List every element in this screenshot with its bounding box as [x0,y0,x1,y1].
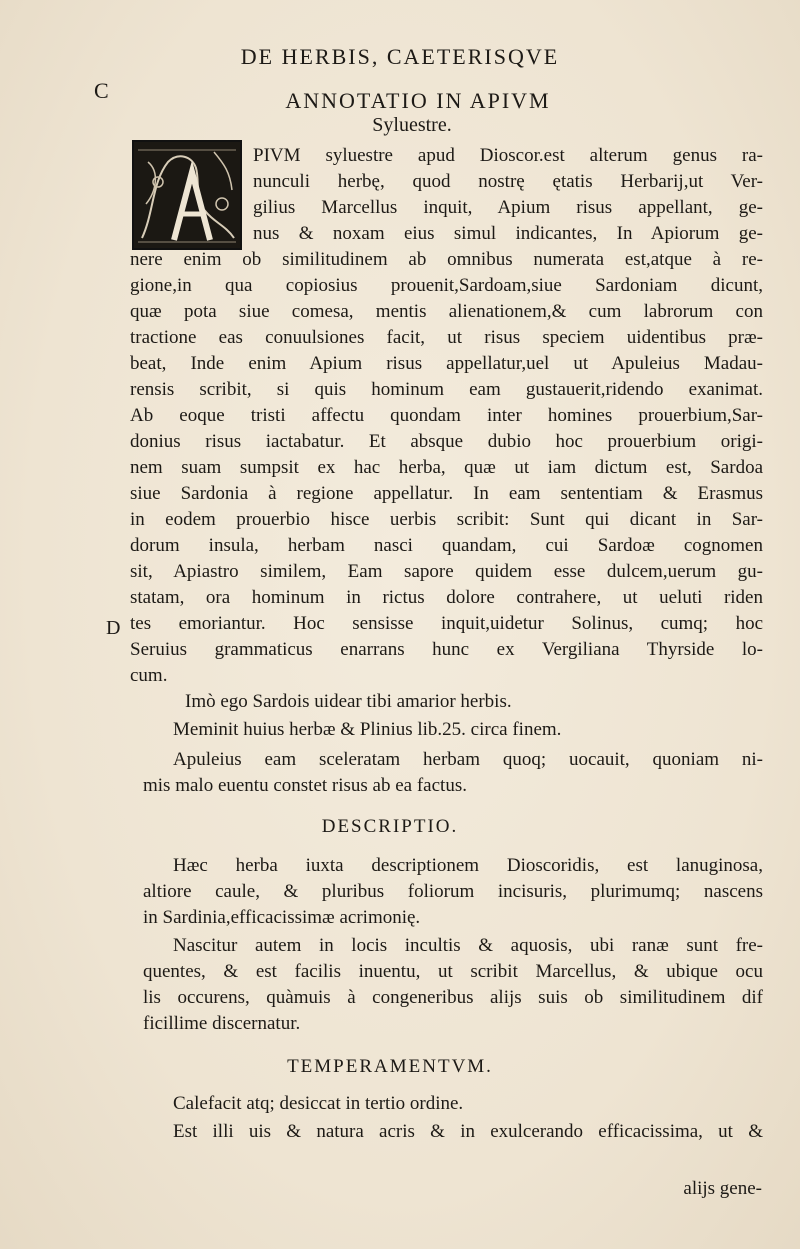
text-line: lis occurens, quàmuis à congeneribus alijs suis ob similitudinem dif [143,987,763,1008]
text-line: Calefacit atq; desiccat in tertio ordine. [173,1093,464,1114]
running-head: DE HERBIS, CAETERISQVE [240,44,560,69]
text-line: altiore caule, & pluribus foliorum incisuris, plurimumq; nascens [143,881,763,902]
section-title: ANNOTATIO IN APIVM [285,88,551,113]
text-line: cum. [130,665,168,686]
text-line: dorum insula, herbam nasci quandam, cui Sardoæ cognomen [130,535,763,556]
text-line: mis malo euentu constet risus ab ea factus. [143,775,467,796]
text-line: Ab eoque tristi affectu quondam inter homines prouerbium,Sar- [130,405,763,426]
text-line: quæ pota siue comesa, mentis alienationem,& cum labrorum con [130,301,763,322]
decorated-initial-a [132,140,242,250]
text-line: Imò ego Sardois uidear tibi amarior herbis. [185,691,512,712]
text-line: nem suam sumpsit ex hac herba, quæ ut iam dictum est, Sardoa [130,457,763,478]
text-line: in eodem prouerbio hisce uerbis scribit: Sunt qui dicant in Sar- [130,509,763,530]
text-line: gilius Marcellus inquit, Apium risus appellant, ge- [253,197,763,218]
text-line: siue Sardonia à regione appellatur. In eam sententiam & Erasmus [130,483,763,504]
text-line: tes emoriantur. Hoc sensisse inquit,uidetur Solinus, cumq; hoc [130,613,763,634]
text-line: ficillime discernatur. [143,1013,301,1034]
text-line: PIVM syluestre apud Dioscor.est alterum genus ra- [253,145,763,166]
text-line: Est illi uis & natura acris & in exulcerando efficacissima, ut & [173,1121,763,1142]
text-line: tractione eas conuulsiones facit, ut risus speciem uidentibus præ- [130,327,763,348]
text-line: statam, ora hominum in rictus dolore contrahere, ut ueluti riden [130,587,763,608]
text-line: nere enim ob similitudinem ab omnibus numerata est,atque à re- [130,249,763,270]
section-subtitle: Syluestre. [372,114,452,136]
text-line: rensis scribit, si quis hominum eam gustauerit,ridendo exanimat. [130,379,763,400]
text-line: gione,in qua copiosius prouenit,Sardoam,siue Sardoniam dicunt, [130,275,763,296]
margin-mark-d: D [106,617,121,639]
text-line: Apuleius eam sceleratam herbam quoq; uocauit, quoniam ni- [173,749,763,770]
text-line: nunculi herbę, quod nostrę ętatis Herbarij,ut Ver- [253,171,763,192]
text-line: Seruius grammaticus enarrans hunc ex Vergiliana Thyrside lo- [130,639,763,660]
text-line: beat, Inde enim Apium risus appellatur,uel ut Apuleius Madau- [130,353,763,374]
text-line: quentes, & est facilis inuentu, ut scribit Marcellus, & ubique ocu [143,961,763,982]
text-line: nus & noxam eius simul indicantes, In Apiorum ge- [253,223,763,244]
catchword: alijs gene- [683,1178,762,1199]
text-line: in Sardinia,efficacissimæ acrimonię. [143,907,421,928]
text-line: Nascitur autem in locis incultis & aquosis, ubi ranæ sunt fre- [173,935,763,956]
text-line: sit, Apiastro similem, Eam sapore quidem esse dulcem,uerum gu- [130,561,763,582]
text-line: Meminit huius herbæ & Plinius lib.25. circa finem. [173,719,562,740]
temperamentum-heading: TEMPERAMENTVM. [287,1056,493,1077]
text-line: donius risus iactabatur. Et absque dubio hoc prouerbium origi- [130,431,763,452]
margin-mark-c: C [94,78,109,103]
text-line: Hæc herba iuxta descriptionem Dioscoridis, est lanuginosa, [173,855,763,876]
woodcut-initial-icon [134,142,240,248]
descriptio-heading: DESCRIPTIO. [321,816,459,837]
